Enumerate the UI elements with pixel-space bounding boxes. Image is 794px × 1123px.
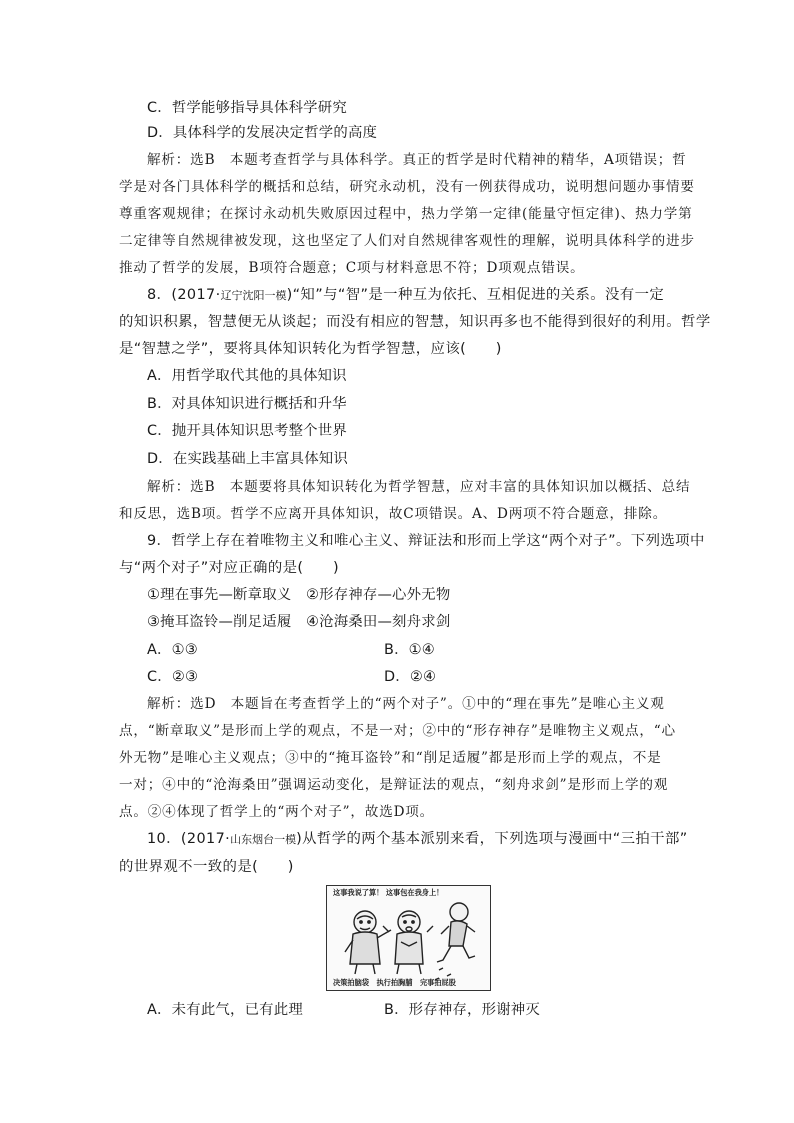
q9-statements-line-1: ①理在事先—断章取义 ②形存神存—心外无物	[147, 587, 451, 603]
q7-explanation-line-1: 解析：选B 本题考查哲学与具体科学。真正的哲学是时代精神的精华，A项错误；哲	[147, 152, 687, 168]
q9-option-d: D．②④	[384, 669, 437, 685]
q9-option-c: C．②③	[147, 669, 199, 685]
q7-explanation-line-4: 二定律等自然规律被发现，这也坚定了人们对自然规律客观性的理解，说明具体科学的进步	[119, 233, 695, 249]
q7-option-d: D．具体科学的发展决定哲学的高度	[147, 125, 378, 141]
q9-explanation-line-1: 解析：选D 本题旨在考查哲学上的“两个对子”。①中的“理在事先”是唯心主义观	[147, 696, 665, 712]
q8-option-a: A．用哲学取代其他的具体知识	[147, 368, 347, 384]
q7-explanation-line-2: 学是对各门具体科学的概括和总结，研究永动机，没有一例获得成功，说明想问题办事情要	[119, 179, 695, 195]
cartoon-bottom-captions	[333, 978, 461, 988]
cartoon-image	[326, 885, 491, 991]
q10-option-a: A．未有此气，已有此理	[147, 1002, 303, 1018]
q10-option-b: B．形存神存，形谢神灭	[384, 1002, 540, 1018]
q8-option-d: D．在实践基础上丰富具体知识	[147, 451, 348, 467]
q8-stem-line-3: 是“智慧之学”，要将具体知识转化为哲学智慧，应该( )	[119, 341, 502, 357]
q9-statements-line-2: ③掩耳盗铃—削足适履 ④沧海桑田—刻舟求剑	[147, 614, 451, 630]
q8-explanation-line-2: 和反思，选B项。哲学不应离开具体知识，故C项错误。A、D两项不符合题意，排除。	[119, 506, 668, 522]
q8-option-b: B．对具体知识进行概括和升华	[147, 396, 347, 412]
q7-option-c: C．哲学能够指导具体科学研究	[147, 100, 347, 116]
q9-option-b: B．①④	[384, 642, 435, 658]
q8-stem-line-2: 的知识积累，智慧便无从谈起；而没有相应的智慧，知识再多也不能得到很好的利用。哲学	[119, 314, 711, 330]
q9-explanation-line-3: 外无物”是唯心主义观点；③中的“掩耳盗铃”和“削足适履”都是形而上学的观点，不是	[119, 750, 662, 766]
q8-option-c: C．抛开具体知识思考整个世界	[147, 423, 347, 439]
cartoon-caption-2: 执行拍胸脯	[376, 978, 413, 987]
cartoon-caption-1: 决策拍脑袋	[333, 978, 369, 987]
q9-stem-line-2: 与“两个对子”对应正确的是( )	[119, 560, 340, 576]
cartoon-drawing	[327, 886, 490, 990]
q9-stem-line-1: 9．哲学上存在着唯物主义和唯心主义、辩证法和形而上学这“两个对子”。下列选项中	[147, 533, 705, 549]
q9-explanation-line-5: 点。②④体现了哲学上的“两个对子”，故选D项。	[119, 804, 435, 820]
q10-stem-line-1	[147, 829, 688, 850]
q8-source: 辽宁沈阳一模	[220, 289, 287, 302]
cartoon-top-caption: 这事我说了算！ 这事包在我身上！	[333, 888, 444, 897]
q8-number: 8．(2017·	[147, 287, 221, 303]
q9-explanation-line-2: 点，“断章取义”是形而上学的观点，不是一对；②中的“形存神存”是唯物主义观点，“心	[119, 723, 676, 739]
cartoon-caption-3: 完事拍屁股	[419, 978, 456, 987]
q7-explanation-line-3: 尊重客观规律；在探讨永动机失败原因过程中，热力学第一定律(能量守恒定律)、热力学第	[119, 206, 693, 222]
q8-explanation-line-1: 解析：选B 本题要将具体知识转化为哲学智慧，应对丰富的具体知识加以概括、总结	[147, 479, 691, 495]
q8-stem-line-1	[147, 285, 664, 306]
q8-stem-text: )“知”与“智”是一种互为依托、互相促进的关系。没有一定	[286, 287, 665, 303]
q7-explanation-line-5: 推动了哲学的发展，B项符合题意；C项与材料意思不符；D项观点错误。	[119, 260, 585, 276]
q10-source: 山东烟台一模	[230, 833, 297, 846]
q10-number: 10．(2017·	[147, 831, 231, 847]
q9-explanation-line-4: 一对；④中的“沧海桑田”强调运动变化，是辩证法的观点，“刻舟求剑”是形而上学的观	[119, 777, 669, 793]
q10-stem-text: )从哲学的两个基本派别来看，下列选项与漫画中“三拍干部”	[296, 831, 688, 847]
q10-stem-line-2: 的世界观不一致的是( )	[119, 859, 294, 875]
q9-option-a: A．①③	[147, 642, 198, 658]
